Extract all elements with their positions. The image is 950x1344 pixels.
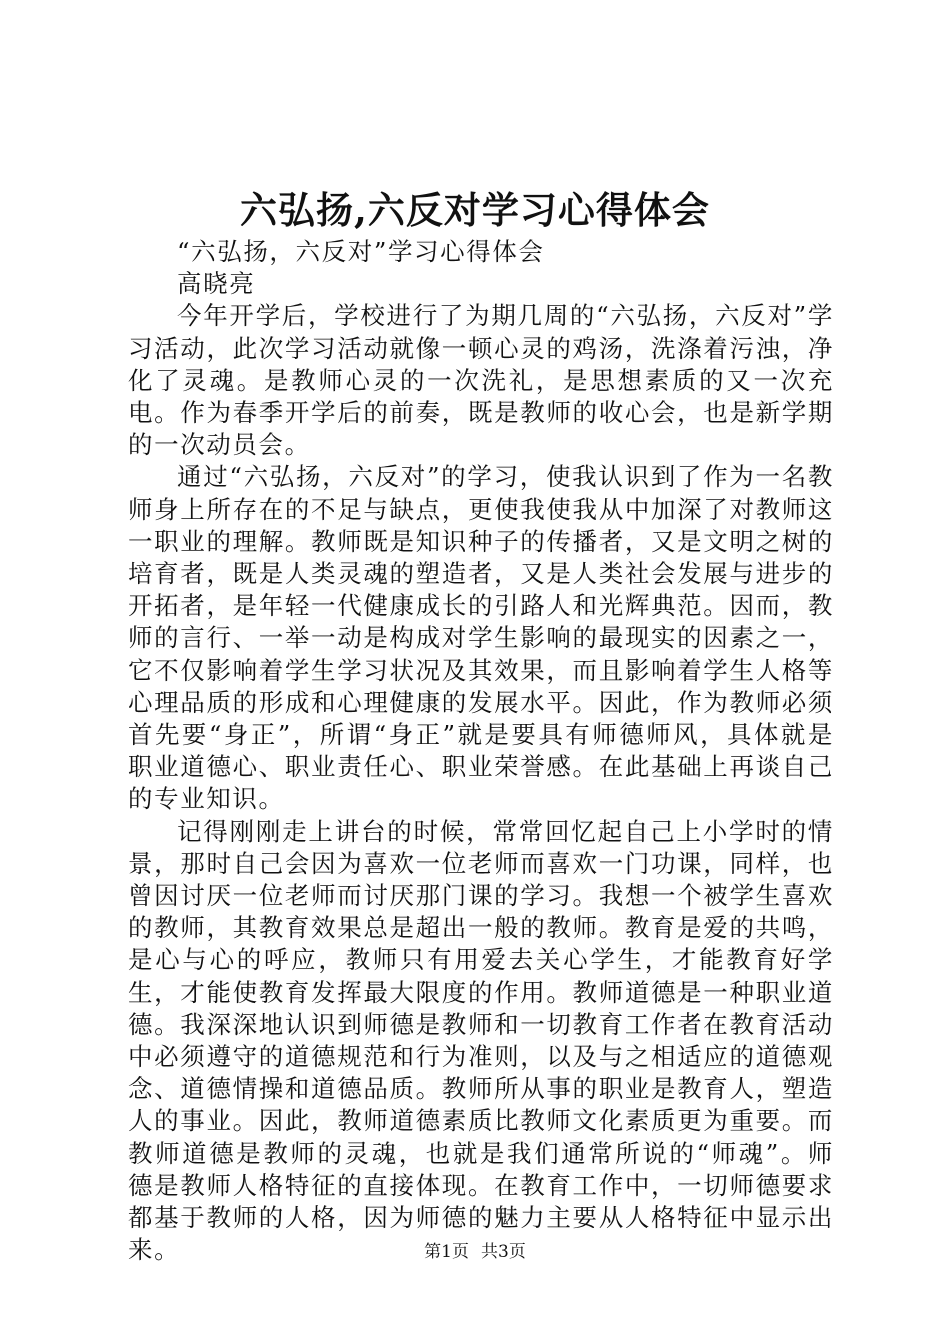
page-footer: [0, 1240, 950, 1264]
page-total: 共3页: [481, 1242, 526, 1262]
body-paragraph-3: 记得刚刚走上讲台的时候，常常回忆起自己上小学时的情景，那时自己会因为喜欢一位老师而喜欢一门功课，同样，也曾因讨厌一位老师而讨厌那门课的学习。我想一个被学生喜欢的教师，其教育效果总是超出一般的教师。教育是爱的共鸣，是心与心的呼应，教师只有用爱去关心学生，才能教育好学生，才能使教育发挥最大限度的作用。教师道德是一种职业道德。我深深地认识到师德是教师和一切教育工作者在教育活动中必须遵守的道德规范和行为准则，以及与之相适应的道德观念、道德情操和道德品质。教师所从事的职业是教育人，塑造人的事业。因此，教师道德素质比教师文化素质更为重要。而教师道德是教师的灵魂，也就是我们通常所说的“师魂”。师德是教师人格特征的直接体现。在教育工作中，一切师德要求都基于教师的人格，因为师德的魅力主要从人格特征中显示出来。: [128, 816, 834, 1265]
document-author: 高晓亮: [177, 269, 256, 299]
body-paragraph-2: 通过“六弘扬，六反对”的学习，使我认识到了作为一名教师身上所存在的不足与缺点，更使我使我从中加深了对教师这一职业的理解。教师既是知识种子的传播者，又是文明之树的培育者，既是人类灵魂的塑造者，又是人类社会发展与进步的开拓者，是年轻一代健康成长的引路人和光辉典范。因而，教师的言行、一举一动是构成对学生影响的最现实的因素之一，它不仅影响着学生学习状况及其效果，而且影响着学生人格等心理品质的形成和心理健康的发展水平。因此，作为教师必须首先要“身正”，所谓“身正”就是要具有师德师风，具体就是职业道德心、职业责任心、职业荣誉感。在此基础上再谈自己的专业知识。: [128, 462, 834, 814]
page-number: 第1页: [424, 1242, 469, 1262]
document-subtitle: “六弘扬，六反对”学习心得体会: [177, 237, 545, 266]
body-paragraph-1: 今年开学后，学校进行了为期几周的“六弘扬，六反对”学习活动，此次学习活动就像一顿心灵的鸡汤，洗涤着污浊，净化了灵魂。是教师心灵的一次洗礼，是思想素质的又一次充电。作为春季开学后的前奏，既是教师的收心会，也是新学期的一次动员会。: [128, 301, 834, 460]
document-body: [128, 236, 834, 1267]
document-title: 六弘扬,六反对学习心得体会: [240, 188, 710, 232]
